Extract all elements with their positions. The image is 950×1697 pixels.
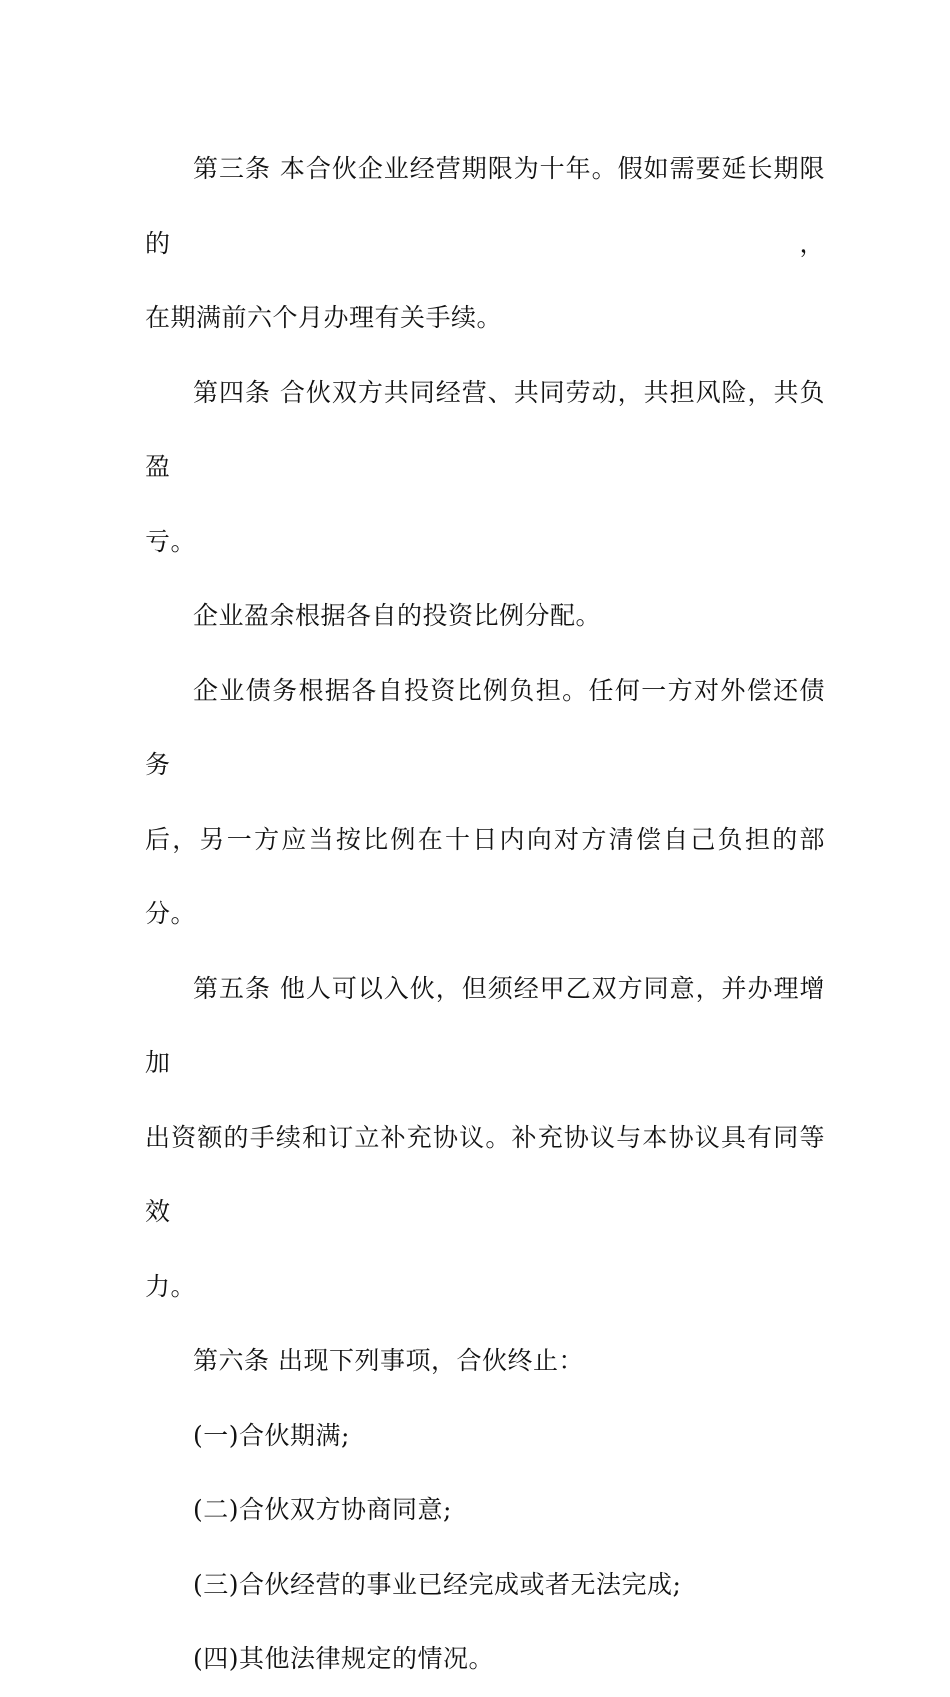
paragraph-line: 亏。: [145, 526, 197, 556]
paragraph-line: 力。: [145, 1271, 197, 1301]
paragraph-line: 后，另一方应当按比例在十日内向对方清偿自己负担的部分。: [145, 824, 825, 928]
paragraph-article-6: [145, 1324, 825, 1399]
list-item-3: [145, 1548, 825, 1623]
document-body: [145, 132, 825, 1697]
paragraph-line: (四)其他法律规定的情况。: [193, 1644, 495, 1673]
paragraph-line: (三)合伙经营的事业已经完成或者无法完成;: [193, 1569, 682, 1599]
paragraph-line: 出资额的手续和订立补充协议。补充协议与本协议具有同等效: [145, 1122, 825, 1226]
paragraph-line: 在期满前六个月办理有关手续。: [145, 303, 503, 332]
paragraph-debt-sharing: [145, 654, 825, 952]
paragraph-line: 企业债务根据各自投资比例负担。任何一方对外偿还债务: [145, 675, 825, 779]
paragraph-line: 第六条 出现下列事项，合伙终止：: [193, 1346, 584, 1375]
paragraph-line: (一)合伙期满;: [193, 1420, 350, 1450]
paragraph-line: 第三条 本合伙企业经营期限为十年。假如需要延长期限的，: [145, 154, 825, 258]
paragraph-article-5: [145, 952, 825, 1325]
paragraph-profit-distribution: [145, 579, 825, 654]
list-item-4: [145, 1622, 825, 1697]
paragraph-line: (二)合伙双方协商同意;: [193, 1495, 452, 1524]
paragraph-line: 企业盈余根据各自的投资比例分配。: [193, 601, 602, 630]
paragraph-line: 第五条 他人可以入伙，但须经甲乙双方同意，并办理增加: [145, 973, 825, 1077]
list-item-1: [145, 1399, 825, 1474]
list-item-2: [145, 1473, 825, 1548]
paragraph-line: 第四条 合伙双方共同经营、共同劳动，共担风险，共负盈: [145, 377, 825, 481]
paragraph-article-3: [145, 132, 825, 356]
paragraph-article-4: [145, 356, 825, 580]
